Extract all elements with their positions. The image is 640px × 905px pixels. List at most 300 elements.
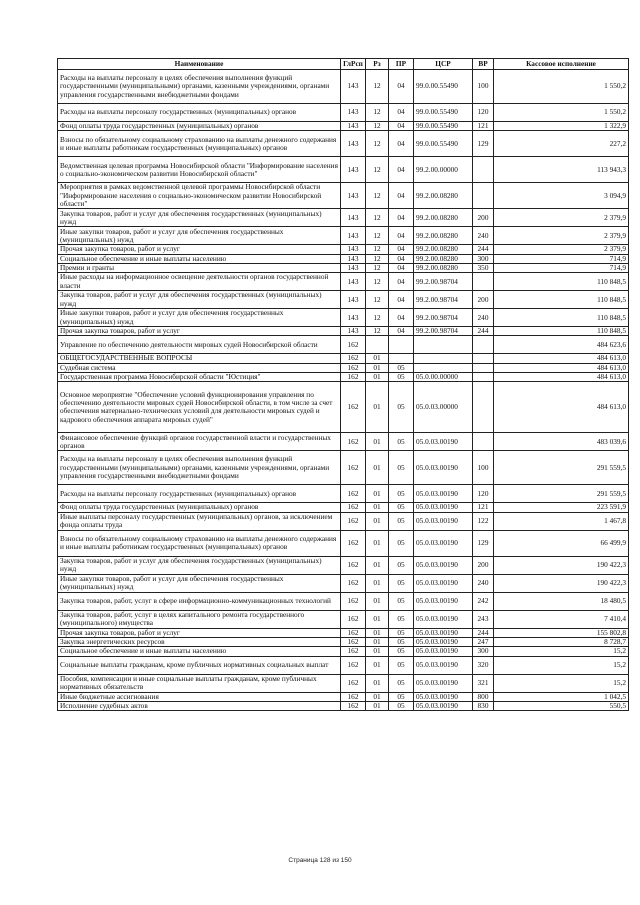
cell-grs: 162 bbox=[341, 574, 366, 592]
cell-sum: 291 559,5 bbox=[494, 485, 629, 503]
cell-pr: 04 bbox=[389, 209, 414, 227]
cell-name: Расходы на выплаты персоналу в целях обеспечения выполнения функций государственными (муниципальными) органами, казенными учреждениями, органами управления государственными внебюджетными фондами bbox=[58, 451, 341, 485]
cell-csr: 99.2.00.08280 bbox=[414, 254, 473, 263]
cell-name: Закупка товаров, работ, услуг в целях капитального ремонта государственного (муниципального) имущества bbox=[58, 610, 341, 628]
cell-name: Иные выплаты персоналу государственных (муниципальных) органов, за исключением фонда оплаты труда bbox=[58, 512, 341, 530]
cell-pr: 04 bbox=[389, 157, 414, 183]
cell-pr: 04 bbox=[389, 183, 414, 209]
cell-rz: 12 bbox=[366, 263, 389, 272]
cell-grs: 162 bbox=[341, 354, 366, 363]
cell-grs: 162 bbox=[341, 592, 366, 610]
table-row bbox=[58, 363, 629, 372]
cell-name: Закупка товаров, работ, услуг в сфере информационно-коммуникационных технологий bbox=[58, 592, 341, 610]
cell-sum: 1 550,2 bbox=[494, 70, 629, 104]
cell-sum: 1 467,8 bbox=[494, 512, 629, 530]
cell-rz: 12 bbox=[366, 273, 389, 291]
cell-csr: 99.2.00.98704 bbox=[414, 273, 473, 291]
table-row bbox=[58, 701, 629, 710]
cell-grs: 162 bbox=[341, 674, 366, 692]
cell-csr: 99.0.00.55490 bbox=[414, 131, 473, 157]
cell-csr: 05.0.03.00190 bbox=[414, 556, 473, 574]
cell-sum: 110 848,5 bbox=[494, 273, 629, 291]
cell-csr: 05.0.03.00190 bbox=[414, 485, 473, 503]
cell-grs: 162 bbox=[341, 656, 366, 674]
cell-csr: 99.2.00.08280 bbox=[414, 183, 473, 209]
table-row bbox=[58, 273, 629, 291]
table-row bbox=[58, 209, 629, 227]
cell-rz: 01 bbox=[366, 512, 389, 530]
cell-name: Пособия, компенсации и иные социальные выплаты гражданам, кроме публичных нормативных обязательств bbox=[58, 674, 341, 692]
table-row bbox=[58, 70, 629, 104]
cell-rz: 12 bbox=[366, 291, 389, 309]
table-body bbox=[58, 70, 629, 711]
cell-vr: 247 bbox=[473, 637, 494, 646]
cell-rz: 01 bbox=[366, 556, 389, 574]
cell-name: Прочая закупка товаров, работ и услуг bbox=[58, 327, 341, 336]
cell-vr: 100 bbox=[473, 70, 494, 104]
cell-rz: 01 bbox=[366, 363, 389, 372]
cell-csr: 99.2.00.00000 bbox=[414, 157, 473, 183]
table-row bbox=[58, 647, 629, 656]
table-row bbox=[58, 254, 629, 263]
cell-vr bbox=[473, 433, 494, 451]
cell-pr: 05 bbox=[389, 512, 414, 530]
cell-name: Иные расходы на информационное освещение деятельности органов государственной власти bbox=[58, 273, 341, 291]
cell-rz: 01 bbox=[366, 574, 389, 592]
cell-sum: 66 499,9 bbox=[494, 530, 629, 556]
cell-vr: 121 bbox=[473, 122, 494, 131]
cell-rz: 01 bbox=[366, 373, 389, 382]
cell-rz: 01 bbox=[366, 451, 389, 485]
cell-name: Фонд оплаты труда государственных (муниципальных) органов bbox=[58, 122, 341, 131]
cell-pr: 04 bbox=[389, 245, 414, 254]
cell-grs: 162 bbox=[341, 373, 366, 382]
cell-rz: 12 bbox=[366, 70, 389, 104]
cell-rz: 12 bbox=[366, 254, 389, 263]
cell-vr: 244 bbox=[473, 327, 494, 336]
cell-sum: 15,2 bbox=[494, 656, 629, 674]
cell-vr bbox=[473, 183, 494, 209]
table-row bbox=[58, 692, 629, 701]
header-vr: ВР bbox=[473, 59, 494, 70]
cell-vr: 200 bbox=[473, 291, 494, 309]
cell-grs: 162 bbox=[341, 647, 366, 656]
table-row bbox=[58, 131, 629, 157]
header-grs: ГлРсп bbox=[341, 59, 366, 70]
cell-grs: 143 bbox=[341, 254, 366, 263]
cell-grs: 162 bbox=[341, 556, 366, 574]
cell-vr: 300 bbox=[473, 254, 494, 263]
cell-sum: 8 728,7 bbox=[494, 637, 629, 646]
cell-grs: 143 bbox=[341, 104, 366, 122]
cell-name: Основное мероприятие "Обеспечение условий функционирования управления по обеспечению деятельности мировых судей Новосибирской области, в том числе за счет обеспечения материально-технических условий для деятельности мировых судей и кадрового обеспечения аппарата мировых судей" bbox=[58, 382, 341, 433]
cell-sum: 714,9 bbox=[494, 254, 629, 263]
cell-pr: 04 bbox=[389, 131, 414, 157]
table-row bbox=[58, 451, 629, 485]
cell-rz: 01 bbox=[366, 503, 389, 512]
cell-csr: 05.0.03.00190 bbox=[414, 433, 473, 451]
cell-sum: 1 322,9 bbox=[494, 122, 629, 131]
table-row bbox=[58, 122, 629, 131]
cell-vr bbox=[473, 363, 494, 372]
cell-name: Финансовое обеспечение функций органов государственной власти и государственных органов bbox=[58, 433, 341, 451]
cell-rz: 01 bbox=[366, 610, 389, 628]
cell-rz: 12 bbox=[366, 131, 389, 157]
cell-vr: 120 bbox=[473, 485, 494, 503]
table-row bbox=[58, 382, 629, 433]
cell-grs: 143 bbox=[341, 245, 366, 254]
cell-grs: 162 bbox=[341, 637, 366, 646]
cell-pr: 04 bbox=[389, 70, 414, 104]
cell-pr: 05 bbox=[389, 574, 414, 592]
cell-pr: 05 bbox=[389, 592, 414, 610]
table-row bbox=[58, 592, 629, 610]
table-row bbox=[58, 157, 629, 183]
cell-sum: 223 591,9 bbox=[494, 503, 629, 512]
cell-grs: 143 bbox=[341, 131, 366, 157]
cell-name: Иные закупки товаров, работ и услуг для обеспечения государственных (муниципальных) нужд bbox=[58, 574, 341, 592]
cell-grs: 162 bbox=[341, 503, 366, 512]
cell-rz: 12 bbox=[366, 157, 389, 183]
cell-grs: 162 bbox=[341, 692, 366, 701]
table-row bbox=[58, 574, 629, 592]
cell-grs: 162 bbox=[341, 485, 366, 503]
cell-rz: 01 bbox=[366, 692, 389, 701]
cell-name: Государственная программа Новосибирской области "Юстиция" bbox=[58, 373, 341, 382]
cell-csr: 99.0.00.55490 bbox=[414, 122, 473, 131]
cell-name: Прочая закупка товаров, работ и услуг bbox=[58, 628, 341, 637]
cell-vr: 240 bbox=[473, 309, 494, 327]
cell-grs: 162 bbox=[341, 451, 366, 485]
cell-csr: 99.2.00.98704 bbox=[414, 291, 473, 309]
cell-csr bbox=[414, 336, 473, 354]
cell-name: Мероприятия в рамках ведомственной целевой программы Новосибирской области "Информирование населения о социально-экономическом развитии Новосибирской области" bbox=[58, 183, 341, 209]
cell-csr: 05.0.03.00190 bbox=[414, 530, 473, 556]
cell-name: Взносы по обязательному социальному страхованию на выплаты денежного содержания и иные выплаты работникам государственных (муниципальных) органов bbox=[58, 530, 341, 556]
cell-pr: 05 bbox=[389, 382, 414, 433]
cell-pr: 05 bbox=[389, 656, 414, 674]
header-pr: ПР bbox=[389, 59, 414, 70]
table-row bbox=[58, 556, 629, 574]
cell-pr: 05 bbox=[389, 692, 414, 701]
cell-vr: 129 bbox=[473, 131, 494, 157]
cell-csr: 05.0.03.00190 bbox=[414, 674, 473, 692]
cell-rz: 12 bbox=[366, 327, 389, 336]
cell-grs: 143 bbox=[341, 183, 366, 209]
cell-vr: 240 bbox=[473, 574, 494, 592]
table-row bbox=[58, 610, 629, 628]
cell-csr: 99.2.00.08280 bbox=[414, 263, 473, 272]
cell-pr: 05 bbox=[389, 610, 414, 628]
cell-vr: 122 bbox=[473, 512, 494, 530]
cell-csr: 99.2.00.08280 bbox=[414, 227, 473, 245]
table-row bbox=[58, 530, 629, 556]
cell-pr: 05 bbox=[389, 503, 414, 512]
cell-grs: 143 bbox=[341, 273, 366, 291]
cell-csr: 05.0.03.00190 bbox=[414, 503, 473, 512]
cell-vr: 320 bbox=[473, 656, 494, 674]
cell-pr: 05 bbox=[389, 530, 414, 556]
cell-rz: 01 bbox=[366, 592, 389, 610]
cell-vr bbox=[473, 273, 494, 291]
table-row bbox=[58, 245, 629, 254]
cell-rz: 12 bbox=[366, 245, 389, 254]
budget-report-page bbox=[57, 58, 628, 711]
cell-name: Фонд оплаты труда государственных (муниципальных) органов bbox=[58, 503, 341, 512]
cell-name: Закупка товаров, работ и услуг для обеспечения государственных (муниципальных) нужд bbox=[58, 209, 341, 227]
cell-vr: 800 bbox=[473, 692, 494, 701]
cell-vr bbox=[473, 336, 494, 354]
cell-csr: 05.0.03.00190 bbox=[414, 592, 473, 610]
cell-csr bbox=[414, 354, 473, 363]
table-row bbox=[58, 263, 629, 272]
cell-sum: 2 379,9 bbox=[494, 209, 629, 227]
table-row bbox=[58, 433, 629, 451]
cell-vr: 244 bbox=[473, 628, 494, 637]
cell-rz: 01 bbox=[366, 433, 389, 451]
cell-grs: 162 bbox=[341, 363, 366, 372]
table-row bbox=[58, 336, 629, 354]
cell-grs: 162 bbox=[341, 701, 366, 710]
cell-sum: 190 422,3 bbox=[494, 574, 629, 592]
cell-name: Закупка товаров, работ и услуг для обеспечения государственных (муниципальных) нужд bbox=[58, 556, 341, 574]
cell-rz: 12 bbox=[366, 122, 389, 131]
cell-sum: 190 422,3 bbox=[494, 556, 629, 574]
cell-csr: 05.0.03.00190 bbox=[414, 451, 473, 485]
cell-csr: 99.2.00.98704 bbox=[414, 327, 473, 336]
cell-sum: 155 802,8 bbox=[494, 628, 629, 637]
cell-name: Социальное обеспечение и иные выплаты населению bbox=[58, 647, 341, 656]
cell-vr bbox=[473, 382, 494, 433]
header-rz: Рз bbox=[366, 59, 389, 70]
cell-grs: 143 bbox=[341, 70, 366, 104]
cell-vr: 100 bbox=[473, 451, 494, 485]
cell-sum: 291 559,5 bbox=[494, 451, 629, 485]
cell-sum: 110 848,5 bbox=[494, 309, 629, 327]
cell-sum: 113 943,3 bbox=[494, 157, 629, 183]
cell-grs: 162 bbox=[341, 530, 366, 556]
cell-pr: 05 bbox=[389, 433, 414, 451]
cell-vr: 242 bbox=[473, 592, 494, 610]
cell-csr: 05.0.03.00000 bbox=[414, 382, 473, 433]
cell-sum: 227,2 bbox=[494, 131, 629, 157]
header-sum: Кассовое исполнение bbox=[494, 59, 629, 70]
cell-sum: 483 039,6 bbox=[494, 433, 629, 451]
cell-csr: 99.2.00.08280 bbox=[414, 245, 473, 254]
table-row bbox=[58, 512, 629, 530]
cell-csr: 05.0.03.00190 bbox=[414, 512, 473, 530]
cell-csr: 99.2.00.08280 bbox=[414, 209, 473, 227]
cell-name: Судебная система bbox=[58, 363, 341, 372]
cell-pr: 05 bbox=[389, 701, 414, 710]
cell-pr: 04 bbox=[389, 263, 414, 272]
cell-pr: 05 bbox=[389, 637, 414, 646]
cell-pr: 05 bbox=[389, 556, 414, 574]
cell-rz: 01 bbox=[366, 354, 389, 363]
table-row bbox=[58, 354, 629, 363]
cell-pr: 04 bbox=[389, 309, 414, 327]
cell-sum: 2 379,9 bbox=[494, 227, 629, 245]
cell-csr: 05.0.03.00190 bbox=[414, 628, 473, 637]
cell-vr bbox=[473, 157, 494, 183]
cell-rz: 01 bbox=[366, 530, 389, 556]
cell-csr: 05.0.03.00190 bbox=[414, 610, 473, 628]
cell-pr: 05 bbox=[389, 647, 414, 656]
cell-vr: 350 bbox=[473, 263, 494, 272]
cell-sum: 714,9 bbox=[494, 263, 629, 272]
cell-rz: 01 bbox=[366, 656, 389, 674]
cell-pr: 05 bbox=[389, 363, 414, 372]
cell-name: Управление по обеспечению деятельности мировых судей Новосибирской области bbox=[58, 336, 341, 354]
table-row bbox=[58, 183, 629, 209]
cell-pr: 04 bbox=[389, 291, 414, 309]
cell-vr: 121 bbox=[473, 503, 494, 512]
cell-pr: 05 bbox=[389, 628, 414, 637]
cell-grs: 162 bbox=[341, 336, 366, 354]
header-name: Наименование bbox=[58, 59, 341, 70]
cell-pr: 05 bbox=[389, 485, 414, 503]
cell-grs: 162 bbox=[341, 610, 366, 628]
cell-vr bbox=[473, 373, 494, 382]
cell-name: ОБЩЕГОСУДАРСТВЕННЫЕ ВОПРОСЫ bbox=[58, 354, 341, 363]
cell-sum: 3 094,9 bbox=[494, 183, 629, 209]
table-row bbox=[58, 485, 629, 503]
cell-name: Расходы на выплаты персоналу государственных (муниципальных) органов bbox=[58, 104, 341, 122]
cell-pr: 04 bbox=[389, 122, 414, 131]
cell-pr: 04 bbox=[389, 104, 414, 122]
cell-pr bbox=[389, 354, 414, 363]
cell-vr: 300 bbox=[473, 647, 494, 656]
cell-csr: 99.2.00.98704 bbox=[414, 309, 473, 327]
cell-rz: 12 bbox=[366, 104, 389, 122]
cell-grs: 143 bbox=[341, 291, 366, 309]
table-row bbox=[58, 104, 629, 122]
table-row bbox=[58, 291, 629, 309]
cell-sum: 484 623,6 bbox=[494, 336, 629, 354]
header-csr: ЦСР bbox=[414, 59, 473, 70]
cell-name: Закупка энергетических ресурсов bbox=[58, 637, 341, 646]
cell-pr: 04 bbox=[389, 273, 414, 291]
cell-sum: 15,2 bbox=[494, 674, 629, 692]
cell-pr: 04 bbox=[389, 254, 414, 263]
cell-sum: 110 848,5 bbox=[494, 291, 629, 309]
cell-rz: 01 bbox=[366, 628, 389, 637]
cell-grs: 162 bbox=[341, 628, 366, 637]
cell-sum: 1 042,5 bbox=[494, 692, 629, 701]
cell-rz: 01 bbox=[366, 647, 389, 656]
cell-sum: 484 613,0 bbox=[494, 363, 629, 372]
table-row bbox=[58, 327, 629, 336]
cell-pr: 04 bbox=[389, 227, 414, 245]
cell-grs: 162 bbox=[341, 512, 366, 530]
table-row bbox=[58, 227, 629, 245]
cell-vr: 129 bbox=[473, 530, 494, 556]
cell-rz: 01 bbox=[366, 674, 389, 692]
cell-name: Расходы на выплаты персоналу в целях обеспечения выполнения функций государственными (муниципальными) органами, казенными учреждениями, органами управления государственными внебюджетными фондами bbox=[58, 70, 341, 104]
cell-csr: 05.0.03.00190 bbox=[414, 637, 473, 646]
cell-name: Иные закупки товаров, работ и услуг для обеспечения государственных (муниципальных) нужд bbox=[58, 227, 341, 245]
cell-sum: 7 410,4 bbox=[494, 610, 629, 628]
cell-rz: 01 bbox=[366, 637, 389, 646]
cell-pr: 05 bbox=[389, 674, 414, 692]
table-row bbox=[58, 309, 629, 327]
cell-sum: 484 613,0 bbox=[494, 354, 629, 363]
cell-vr: 120 bbox=[473, 104, 494, 122]
cell-pr: 04 bbox=[389, 327, 414, 336]
cell-grs: 162 bbox=[341, 433, 366, 451]
cell-vr: 244 bbox=[473, 245, 494, 254]
cell-sum: 1 550,2 bbox=[494, 104, 629, 122]
cell-vr: 200 bbox=[473, 556, 494, 574]
cell-csr: 99.0.00.55490 bbox=[414, 104, 473, 122]
cell-grs: 143 bbox=[341, 227, 366, 245]
cell-name: Иные бюджетные ассигнования bbox=[58, 692, 341, 701]
cell-sum: 2 379,9 bbox=[494, 245, 629, 254]
cell-vr: 321 bbox=[473, 674, 494, 692]
cell-grs: 143 bbox=[341, 309, 366, 327]
table-row bbox=[58, 656, 629, 674]
page-number-footer: Страница 128 из 150 bbox=[288, 857, 352, 864]
cell-grs: 143 bbox=[341, 263, 366, 272]
cell-name: Социальное обеспечение и иные выплаты населению bbox=[58, 254, 341, 263]
cell-pr bbox=[389, 336, 414, 354]
cell-grs: 143 bbox=[341, 209, 366, 227]
cell-name: Расходы на выплаты персоналу государственных (муниципальных) органов bbox=[58, 485, 341, 503]
cell-pr: 05 bbox=[389, 451, 414, 485]
cell-grs: 143 bbox=[341, 122, 366, 131]
cell-vr: 200 bbox=[473, 209, 494, 227]
cell-vr: 243 bbox=[473, 610, 494, 628]
table-header-row bbox=[58, 59, 629, 70]
cell-sum: 15,2 bbox=[494, 647, 629, 656]
cell-rz: 12 bbox=[366, 309, 389, 327]
cell-name: Закупка товаров, работ и услуг для обеспечения государственных (муниципальных) нужд bbox=[58, 291, 341, 309]
table-row bbox=[58, 674, 629, 692]
cell-name: Исполнение судебных актов bbox=[58, 701, 341, 710]
cell-csr: 05.0.03.00190 bbox=[414, 701, 473, 710]
cell-name: Премии и гранты bbox=[58, 263, 341, 272]
cell-vr: 830 bbox=[473, 701, 494, 710]
budget-execution-table bbox=[57, 58, 629, 711]
cell-csr bbox=[414, 363, 473, 372]
cell-rz: 01 bbox=[366, 701, 389, 710]
table-row bbox=[58, 503, 629, 512]
table-row bbox=[58, 628, 629, 637]
cell-name: Иные закупки товаров, работ и услуг для обеспечения государственных (муниципальных) нужд bbox=[58, 309, 341, 327]
cell-sum: 484 613,0 bbox=[494, 382, 629, 433]
cell-rz bbox=[366, 336, 389, 354]
cell-csr: 05.0.03.00190 bbox=[414, 574, 473, 592]
cell-sum: 110 848,5 bbox=[494, 327, 629, 336]
cell-name: Ведомственная целевая программа Новосибирской области "Информирование населения о социально-экономическом развитии Новосибирской области" bbox=[58, 157, 341, 183]
cell-csr: 05.0.03.00190 bbox=[414, 656, 473, 674]
cell-sum: 18 480,5 bbox=[494, 592, 629, 610]
cell-sum: 484 613,0 bbox=[494, 373, 629, 382]
cell-name: Взносы по обязательному социальному страхованию на выплаты денежного содержания и иные выплаты работникам государственных (муниципальных) органов bbox=[58, 131, 341, 157]
cell-vr bbox=[473, 354, 494, 363]
cell-csr: 05.0.00.00000 bbox=[414, 373, 473, 382]
cell-grs: 162 bbox=[341, 382, 366, 433]
cell-csr: 05.0.03.00190 bbox=[414, 647, 473, 656]
cell-rz: 12 bbox=[366, 183, 389, 209]
cell-rz: 01 bbox=[366, 382, 389, 433]
cell-rz: 12 bbox=[366, 227, 389, 245]
cell-csr: 99.0.00.55490 bbox=[414, 70, 473, 104]
table-row bbox=[58, 373, 629, 382]
table-row bbox=[58, 637, 629, 646]
cell-vr: 240 bbox=[473, 227, 494, 245]
cell-pr: 05 bbox=[389, 373, 414, 382]
